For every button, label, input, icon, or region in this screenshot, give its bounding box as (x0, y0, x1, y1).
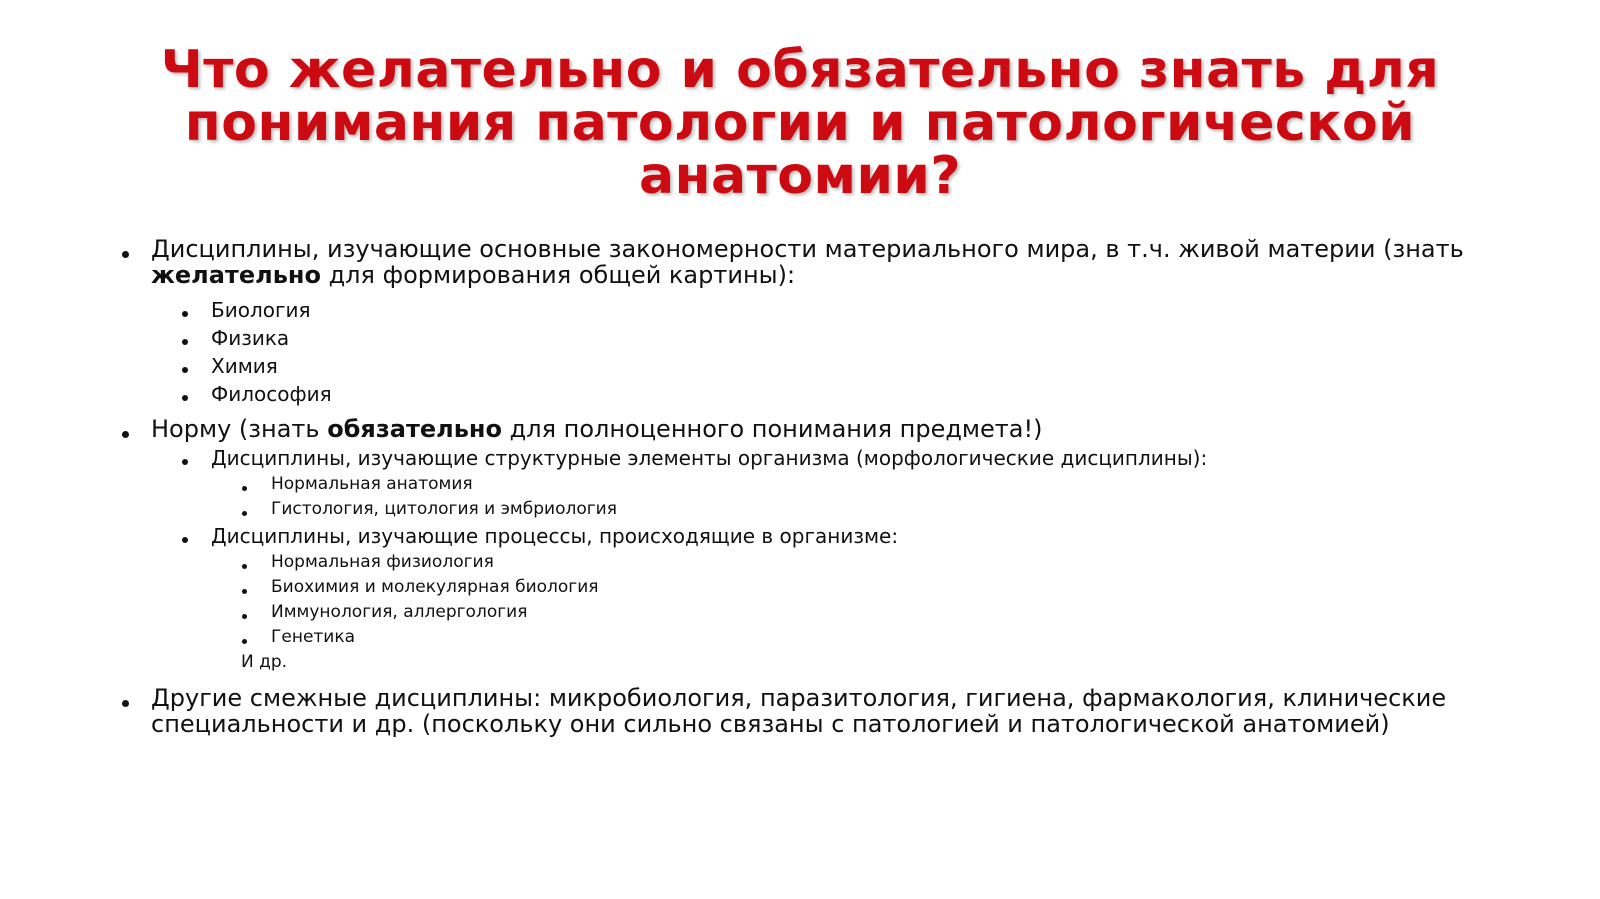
bullet-icon (242, 564, 247, 569)
list-item-process-disciplines (120, 522, 1500, 550)
list-item-philosophy (120, 380, 1500, 408)
list-item-genetics (120, 625, 1500, 650)
bullet-icon (242, 639, 247, 644)
general-disciplines-text-line-2 (151, 262, 1500, 288)
item-label: Физика (211, 326, 290, 350)
item-label: Биохимия и молекулярная биология (271, 577, 599, 597)
bullet-icon (242, 589, 247, 594)
norm-text-tail: для полноценного понимания предмета!) (502, 415, 1043, 443)
item-label: Гистология, цитология и эмбриология (271, 499, 617, 519)
item-label: Дисциплины, изучающие структурные элементы организма (морфологические дисциплины): (211, 446, 1208, 470)
list-item-normal-anatomy (120, 472, 1500, 497)
slide-title (90, 40, 1510, 206)
list-item-immunology (120, 600, 1500, 625)
bullet-icon (182, 459, 188, 465)
related-disciplines-line-2: специальности и др. (поскольку они сильно связаны с патологией и патологической анатомией) (151, 710, 1390, 738)
list-item-structural-disciplines (120, 444, 1500, 472)
list-item-related-disciplines (120, 685, 1500, 737)
bullet-icon (122, 700, 129, 707)
bullet-icon (242, 511, 247, 516)
list-item-general-disciplines (120, 236, 1500, 288)
item-label: Биология (211, 298, 311, 322)
bullet-icon (182, 339, 188, 345)
bullet-icon (122, 431, 129, 438)
item-label: Генетика (271, 627, 356, 647)
bullet-list (120, 236, 1500, 745)
emphasis-desirable: желательно (151, 261, 321, 289)
list-item-physics (120, 324, 1500, 352)
etc-note: И др. (241, 652, 288, 672)
item-label: Химия (211, 354, 278, 378)
list-item-biology (120, 296, 1500, 324)
bullet-icon (182, 395, 188, 401)
item-label: Нормальная анатомия (271, 474, 473, 494)
norm-text-head: Норму (знать (151, 415, 328, 443)
bullet-icon (182, 537, 188, 543)
bullet-icon (182, 311, 188, 317)
item-label: Нормальная физиология (271, 552, 494, 572)
bullet-icon (122, 251, 129, 258)
title-line-2: понимания патологии и патологической (184, 93, 1416, 153)
emphasis-mandatory: обязательно (327, 415, 502, 443)
general-disciplines-text-line-1: Дисциплины, изучающие основные закономерности материального мира, в т.ч. живой материи (знать (151, 235, 1464, 263)
bullet-icon (182, 367, 188, 373)
item-label: Философия (211, 382, 332, 406)
list-item-biochemistry (120, 575, 1500, 600)
general-disciplines-text-tail: для формирования общей картины): (320, 261, 796, 289)
item-label: Дисциплины, изучающие процессы, происходящие в организме: (211, 524, 899, 548)
list-item-norm (120, 416, 1500, 442)
list-item-chemistry (120, 352, 1500, 380)
list-item-normal-physiology (120, 550, 1500, 575)
title-line-1: Что желательно и обязательно знать для (160, 40, 1440, 100)
bullet-icon (242, 486, 247, 491)
title-line-3: анатомии? (638, 146, 961, 206)
list-item-histology (120, 497, 1500, 522)
related-disciplines-line-1: Другие смежные дисциплины: микробиология, паразитология, гигиена, фармакология, клинические (151, 684, 1447, 712)
bullet-icon (242, 614, 247, 619)
item-label: Иммунология, аллергология (271, 602, 528, 622)
